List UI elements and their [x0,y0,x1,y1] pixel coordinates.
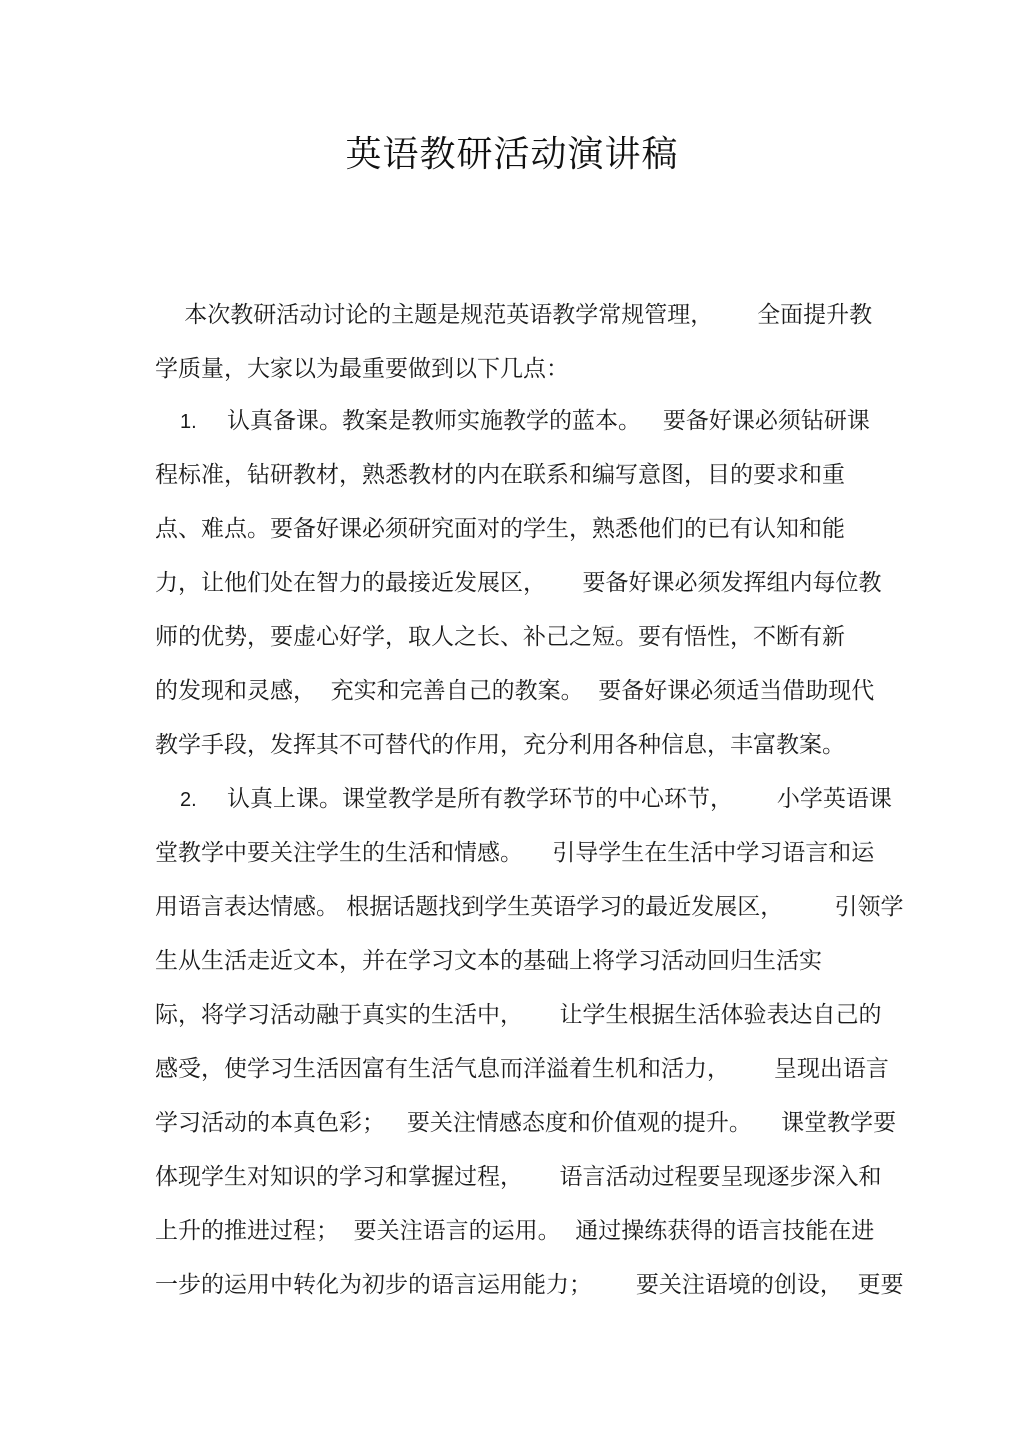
paragraph-line: 学质量，大家以为最重要做到以下几点： [155,356,569,382]
paragraph-line: 的发现和灵感， 充实和完善自己的教案。 要备好课必须适当借助现代 [155,678,875,704]
paragraph-line: 上升的推进过程； 要关注语言的运用。 通过操练获得的语言技能在进 [155,1218,875,1244]
document-title: 英语教研活动演讲稿 [345,134,679,175]
list-number: 2. [180,789,197,811]
list-number: 1. [180,411,197,433]
paragraph-line: 用语言表达情感。 根据话题找到学生英语学习的最近发展区， 引领学 [155,894,904,920]
paragraph-line: 本次教研活动讨论的主题是规范英语教学常规管理， 全面提升教 [155,302,873,328]
paragraph-line: 力，让他们处在智力的最接近发展区， 要备好课必须发挥组内每位教 [155,570,882,596]
list-item-text: 认真上课。课堂教学是所有教学环节的中心环节， 小学英语课 [227,786,892,812]
paragraph-line: 教学手段，发挥其不可替代的作用，充分利用各种信息，丰富教案。 [155,732,845,758]
paragraph-line: 程标准，钻研教材，熟悉教材的内在联系和编写意图，目的要求和重 [155,462,845,488]
paragraph-line: 生从生活走近文本，并在学习文本的基础上将学习活动回归生活实 [155,948,822,974]
paragraph-line: 体现学生对知识的学习和掌握过程， 语言活动过程要呈现逐步深入和 [155,1164,882,1190]
paragraph-line: 一步的运用中转化为初步的语言运用能力； 要关注语境的创设， 更要 [155,1272,904,1298]
paragraph-line: 点、难点。要备好课必须研究面对的学生，熟悉他们的已有认知和能 [155,516,845,542]
paragraph-line: 感受，使学习生活因富有生活气息而洋溢着生机和活力， 呈现出语言 [155,1056,889,1082]
list-item-2-line [155,779,892,819]
list-item-1-line [155,401,875,441]
paragraph-line: 际，将学习活动融于真实的生活中， 让学生根据生活体验表达自己的 [155,1002,882,1028]
list-item-text: 认真备课。教案是教师实施教学的蓝本。 要备好课必须钻研课 [227,408,870,434]
paragraph-line: 师的优势，要虚心好学，取人之长、补己之短。要有悟性，不断有新 [155,624,845,650]
paragraph-line: 学习活动的本真色彩； 要关注情感态度和价值观的提升。 课堂教学要 [155,1110,897,1136]
paragraph-line: 堂教学中要关注学生的生活和情感。 引导学生在生活中学习语言和运 [155,840,875,866]
